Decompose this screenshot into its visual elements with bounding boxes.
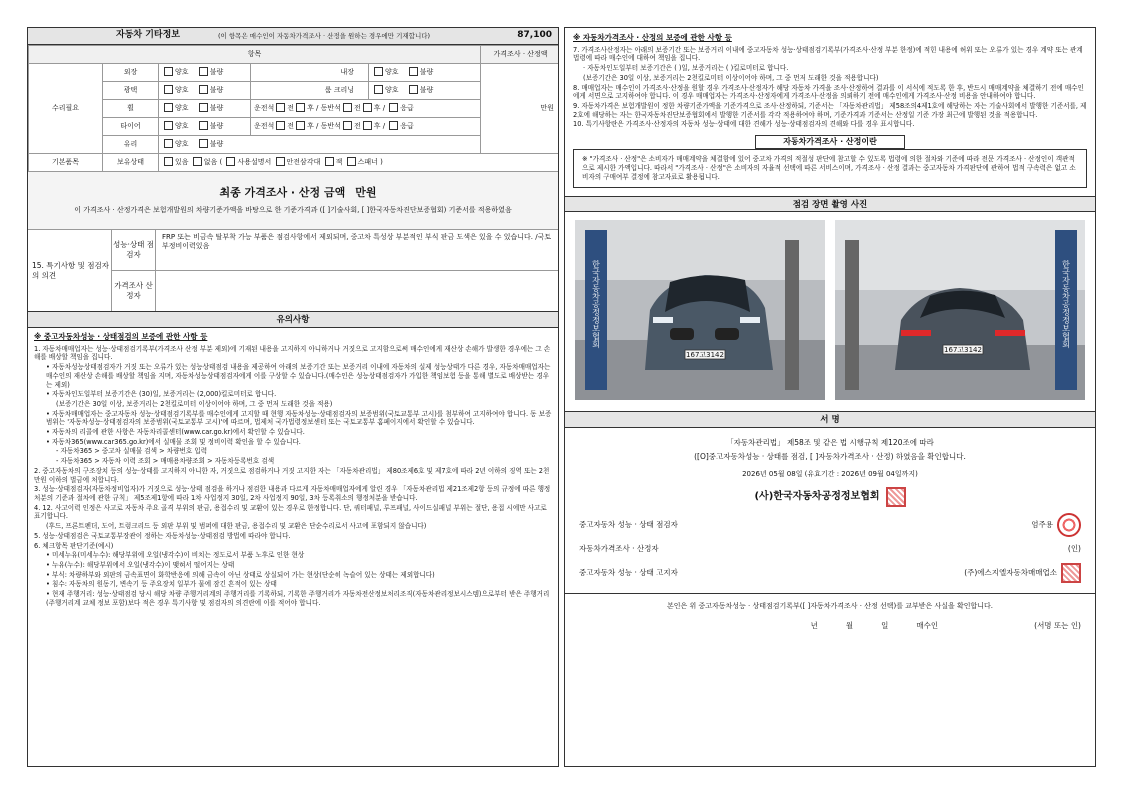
repair-label: 수리필요 [29,64,103,154]
checkbox[interactable] [199,121,208,130]
checkbox[interactable] [199,139,208,148]
other-info-note: (이 항목은 매수인이 자동차가격조사 · 산정을 원하는 경우에만 기재합니다) [218,31,431,40]
confirm-sign: (서명 또는 인) [1034,620,1081,630]
checkbox[interactable] [343,103,352,112]
form-code: 87,100 [517,30,552,41]
row-room-cleaning: 룸 크리닝 [251,82,369,100]
checkbox[interactable] [199,103,208,112]
checkbox[interactable] [164,121,173,130]
sign-law: 「자동차관리법」 제58조 및 같은 법 시행규칙 제120조에 따라 [726,438,934,448]
basic-label: 기본품목 [29,154,103,172]
final-price-section [28,172,558,230]
other-info-title-bar [28,28,558,45]
price-value: 만원 [481,64,559,154]
checkbox[interactable] [363,103,372,112]
signature-rows [565,507,1095,585]
right-column [564,27,1096,767]
opinion-pricer-label: 가격조사 산정자 [112,271,156,311]
notice-line: (후드, 프론트펜더, 도어, 트렁크리드 등 외판 부위 및 범퍼에 대한 판금, 용접수리 및 교환은 단순수리로서 사고에 포함되지 않습니다) [46,522,427,531]
plate-text-1: 167고3142 [686,351,724,360]
sig-notifier-name: (주)에스지엘자동차매매업소 [964,567,1057,577]
sig-row-notifier [579,561,1081,585]
other-info-title: 자동차 기타정보 [116,30,180,41]
notice-line: - 자동차365 > 자동차 이력 조회 > 매매용차량조회 > 자동차등록번호 검색 [56,457,275,466]
notice-line: • 미세누유(미세누수): 해당부위에 오일(냉각수)이 비치는 정도로서 부품 노후로 인한 현상 [46,551,305,560]
notice-line: • 자동차365(www.car365.go.kr)에서 실매물 조회 및 정비이력 확인을 할 수 있습니다. [46,437,301,446]
price-notice-line: 9. 자동차가격은 보험개발원이 정한 차량기준가액을 기준가격으로 조사·산정하되, 기준서는 「자동차관리법」 제58조의4제1호에 해당하는 자는 기술사회에서 발행한 기준서를, 제2호에 해당하는 자는 한국자동차진단보증협회에서 발행한 기준서를 각각 적용하여야 하며, 기준가격과 기준서는 산정일 기준 가장 최근에 발행된 것을 적용합니다. [573,101,1087,119]
sig-pricer-label: 자동차가격조사 · 산정자 [579,543,659,553]
opinion-section [28,230,558,312]
checkbox[interactable] [199,85,208,94]
sig-pricer-seal: (인) [1067,543,1081,553]
notice-line: • 침수: 자동차의 원동기, 변속기 등 주요장치 일부가 물에 잠긴 흔적이 있는 상태 [46,580,277,589]
checkbox[interactable] [389,103,398,112]
checkbox[interactable] [374,85,383,94]
checkbox[interactable] [343,121,352,130]
sig-inspector-label: 중고자동차 성능 · 상태 점검자 [579,519,678,529]
sign-section [565,428,1095,507]
notifier-seal-icon [1061,563,1081,583]
price-notice-line: 7. 가격조사산정자는 아래의 보증기간 또는 보증거리 이내에 중고자동차 성능·상태점검기록부(가격조사·산정 부분 한정)에 적힌 내용에 허위 또는 오류가 있는 경우 계약 또는 관계법령에 따라 매수인에 대하여 책임을 집니다. [573,45,1083,63]
notice-line: 2. 중고자동차의 구조장치 등의 성능·상태를 고지하지 아니한 자, 거짓으로 점검하거나 거짓 고지한 자는 「자동차관리법」 제80조제6호 및 제7호에 따라 2년 이하의 징역 또는 2천만원 이하의 벌금에 처합니다. [34,466,550,484]
col-item: 항목 [29,46,481,64]
price-guarantee-notice [565,28,1095,132]
buyer-confirm [565,593,1095,639]
checkbox[interactable] [164,157,173,166]
plate-text-2: 167고3142 [944,346,982,355]
checkbox[interactable] [164,103,173,112]
sig-notifier-label: 중고자동차 성능 · 상태 고지자 [579,567,678,577]
row-glass: 유리 [103,136,159,154]
inspector-seal-icon [1057,513,1081,537]
final-price-unit: 만원 [355,186,377,199]
inspection-photo-front [575,220,825,400]
notice-line: • 자동차인도일부터 보증기간은 (30)일, 보증거리는 (2,000)킬로미터로 합니다. [46,390,277,399]
notice-line: 1. 자동차매매업자는 성능·상태점검기록부(가격조사 산정 부분 제외)에 기재된 내용을 고지하지 아니하거나 거짓으로 고지함으로써 매수인에게 재산상 손해가 발생한 경우에는 그 손해를 배상할 책임을 집니다. [34,344,551,362]
confirm-text: 본인은 위 중고자동차성능 · 상태점검기록부([ ]자동차가격조사 · 산정 선택)를 교부받은 사실을 확인합니다. [666,601,994,610]
tire-positions: 운전석 전 후 / 동반석 전 후 / 응급 [251,118,481,136]
definition-text: ※ "가격조사 · 산정"은 소비자가 매매계약을 체결함에 있어 중고차 가격의 적절성 판단에 참고할 수 있도록 법령에 의한 절차와 기준에 따라 전문 가격조사 · 산정인이 객관적으로 제시한 가액입니다. 따라서 "가격조사 · 산정"은 소비자의 자율적 선택에 따른 서비스이며, 가격조사 · 산정 결과는 중고자동차 가격판단에 관하여 법적 구속력은 없고 소비자의 구매여부 결정에 참고자료로 활용됩니다. [573,149,1087,188]
inspection-photo-rear [835,220,1085,400]
left-column [27,27,559,767]
opinion-label: 15. 특기사항 및 점검자의 의견 [28,230,112,311]
sign-confirm: ([O]중고자동차성능 · 상태를 점검, [ ]자동차가격조사 · 산정) 하였음을 확인합니다. [694,451,966,461]
confirm-month: 월 [845,620,854,630]
checkbox[interactable] [409,85,418,94]
row-interior: 내장 [251,64,369,82]
sign-date: 2026년 05월 08일 (유효기간 : 2026년 09월 04일까지) [742,469,918,478]
notice-line: • 부식: 차량하부와 외판의 금속표면이 화학반응에 의해 금속이 아닌 상태로 상실되어 가는 현상(단순히 녹슬어 있는 상태는 제외합니다) [46,570,435,579]
checkbox[interactable] [276,103,285,112]
opinion-inspector-label: 성능·상태 점검자 [112,230,156,270]
checkbox[interactable] [226,157,235,166]
checkbox[interactable] [389,121,398,130]
other-info-table: 항목 가격조사 · 산정액 수리필요 외장 양호 불량 내장 양호 불량 만원 광택 양호 불량 룸 크리닝 양호 불량 휠 양호 불량 운전석 전 후 / 동반석 전 후 / 응급 타이어 양호 불량 운전석 전 후 / 동반석 전 후 / 응급 유리 양호 불량 기본품목 보유상태 있음 없음 ( 사용설명서 안전삼각대 잭 스패너 ) [28,45,559,172]
checkbox[interactable] [363,121,372,130]
opinion-pricer-text [156,271,558,311]
row-exterior: 외장 [103,64,159,82]
checkbox[interactable] [296,121,305,130]
interior-options: 양호 불량 [369,64,481,82]
checkbox[interactable] [409,67,418,76]
banner-text-2: 한국자동차공정정보협회 [1061,260,1071,349]
notice-line: • 누유(누수): 해당부위에서 오일(냉각수)이 맺혀서 떨어지는 상태 [46,560,235,569]
final-price-label: 최종 가격조사 · 산정 금액 [219,186,346,199]
notice-title: ※ 중고자동차성능 · 상태점검의 보증에 관한 사항 등 [34,332,208,341]
banner-text-1: 한국자동차공정정보협회 [591,260,601,349]
notice-line: - 자동차365 > 중고차 실매물 검색 > 차량번호 입력 [56,447,208,456]
final-price-note: 이 가격조사 · 산정가격은 보험개발원의 차량기준가액을 바탕으로 한 기준가격과 ([ ]기술사회, [ ]한국자동차진단보증협회) 기준서를 적용하였음 [74,206,512,215]
notice-line: • 자동차성능상태점검자가 거짓 또는 오류가 있는 성능상태점검 내용을 제공하여 아래의 보증기간 또는 보증거리 이내에 자동차의 실제 성능상태가 다른 경우, 자동차매매업자는 매수인의 재산상 손해를 배상할 책임을 지며, 자동차성능상태점검자에게 이를 구상할 수 있습니다.(매수인은 성능상태점검자가 가입한 책임보험 등을 통해 별도로 배상받는 경우는 제외) [46,363,551,389]
col-price: 가격조사 · 산정액 [481,46,559,64]
basic-options: 있음 없음 ( 사용설명서 안전삼각대 잭 스패너 ) [159,154,560,172]
sign-org-line [754,487,905,507]
notice-line: • 자동차의 리콜에 관한 사항은 자동차리콜센터(www.car.go.kr)에서 확인할 수 있습니다. [46,428,305,437]
row-tire: 타이어 [103,118,159,136]
sig-row-inspector [579,513,1081,537]
notice-line: 5. 성능·상태점검은 국토교통부장관이 정하는 자동차성능·상태점검 방법에 따라야 합니다. [34,531,291,540]
org-seal-icon [886,487,906,507]
sign-org: (사)한국자동차공정정보협회 [754,491,880,503]
notice-line: • 현재 주행거리: 성능·상태점검 당시 해당 차량 주행거리계의 주행거리를 기록하되, 기록한 주행거리가 자동차전산정보처리조직(자동차관리정보시스템)으로부터 받은 주행거리(주행거리계 교체 정보 포함)보다 적은 경우 특기사항 및 점검자의 의견란에 이를 적어야 합니다. [46,590,550,607]
confirm-buyer: 매수인 [916,620,939,630]
checkbox[interactable] [347,157,356,166]
checkbox[interactable] [164,85,173,94]
checkbox[interactable] [325,157,334,166]
notice-line: 3. 성능·상태점검자(자동차정비업자)가 거짓으로 성능·상태 점검을 하거나 점검한 내용과 다르게 자동차매매업자에게 알린 경우 「자동차관리법 제21조제2항 등의 규정에 따른 행정처분의 기준과 절차에 관한 규칙」 제5조제1항에 따라 1차 사업정지 30일, 2차 사업정지 90일, 3차 등록취소의 행정처분을 받습니다. [34,485,551,502]
definition-title: 자동차가격조사 · 산정이란 [755,135,905,149]
confirm-year: 년 [810,620,818,630]
price-notice-line: · 자동차인도일부터 보증기간은 ( )일, 보증거리는 ( )킬로미터로 합니다. [583,64,789,73]
checkbox[interactable] [276,157,285,166]
checkbox[interactable] [296,103,305,112]
checkbox[interactable] [164,67,173,76]
notice-body [28,328,558,612]
exterior-options: 양호 불량 [159,64,251,82]
checkbox[interactable] [193,157,202,166]
sign-head: 서 명 [565,412,1095,428]
checkbox[interactable] [276,121,285,130]
checkbox[interactable] [164,139,173,148]
basic-status: 보유상태 [103,154,159,172]
notice-head: 유의사항 [28,312,558,328]
opinion-inspector-text: FRP 또는 비금속 탈부착 가능 부품은 점검사항에서 제외되며, 중고차 특성상 부분적인 부식 판금 도색은 있을 수 있습니다. /국토부정비이력있음 [162,233,552,251]
price-notice-line: 10. 특기사항란은 가격조사·산정자의 자동차 성능·상태에 대한 견해가 성능·상태점검자의 견해와 다를 경우 표시합니다. [573,120,915,129]
photo-head: 점검 장면 촬영 사진 [565,196,1095,212]
price-notice-line: (보증기간은 30일 이상, 보증거리는 2천킬로미터 이상이어야 하며, 그 중 먼저 도래한 것을 적용합니다) [583,73,879,82]
notice-line: (보증기간은 30일 이상, 보증거리는 2천킬로미터 이상이어야 하며, 그 중 먼저 도래한 것을 적용) [56,399,333,408]
confirm-day: 일 [881,620,889,630]
sig-row-pricer [579,537,1081,561]
notice-line: • 자동차매매업자는 중고자동차 성능·상태점검기록부를 매수인에게 고지할 때 현행 자동차성능·상태점검자의 보증범위(국토교통부 고시)를 첨부하여 고지하여야 합니다. 동 보증범위는 '자동차성능·상태점검자의 보증범위(국토교통부 고시)'에 따르며, 법제처 국가법령정보센터 또는 국토교통부 홈페이지에서 확인할 수 있습니다. [46,409,552,427]
checkbox[interactable] [374,67,383,76]
sig-inspector-name: 엄주용 [1031,519,1053,529]
inspection-photos [565,212,1095,412]
notice-line: 6. 체크항목 판단기준(예시) [34,541,114,550]
wheel-positions: 운전석 전 후 / 동반석 전 후 / 응급 [251,100,481,118]
price-notice-line: 8. 매매업자는 매수인이 가격조사·산정을 원할 경우 가격조사·산정자가 해당 자동차 가격을 조사·산정하여 결과를 이 서식에 적도록 한 후, 반드시 매매계약을 체결하기 전에 매수인에게 서면으로 고지하여야 합니다. 이 경우 매매업자는 가격조사·산정자에게 가격조사·산정을 의뢰하기 전에 매수인에게 가격조사·산정 비용을 안내하여야 합니다. [573,83,1084,101]
notice-line: 4. 12. 사고이력 인정은 사고로 자동차 주요 골격 부위의 판금, 용접수리 및 교환이 있는 경우로 한정합니다. 단, 쿼터패널, 루프패널, 사이드실패널 부위는 절단, 용접 시에만 사고로 표기합니다. [34,503,547,521]
row-gloss: 광택 [103,82,159,100]
checkbox[interactable] [199,67,208,76]
price-notice-title: ※ 자동차가격조사 · 산정의 보증에 관한 사항 등 [573,33,732,42]
row-wheel: 휠 [103,100,159,118]
